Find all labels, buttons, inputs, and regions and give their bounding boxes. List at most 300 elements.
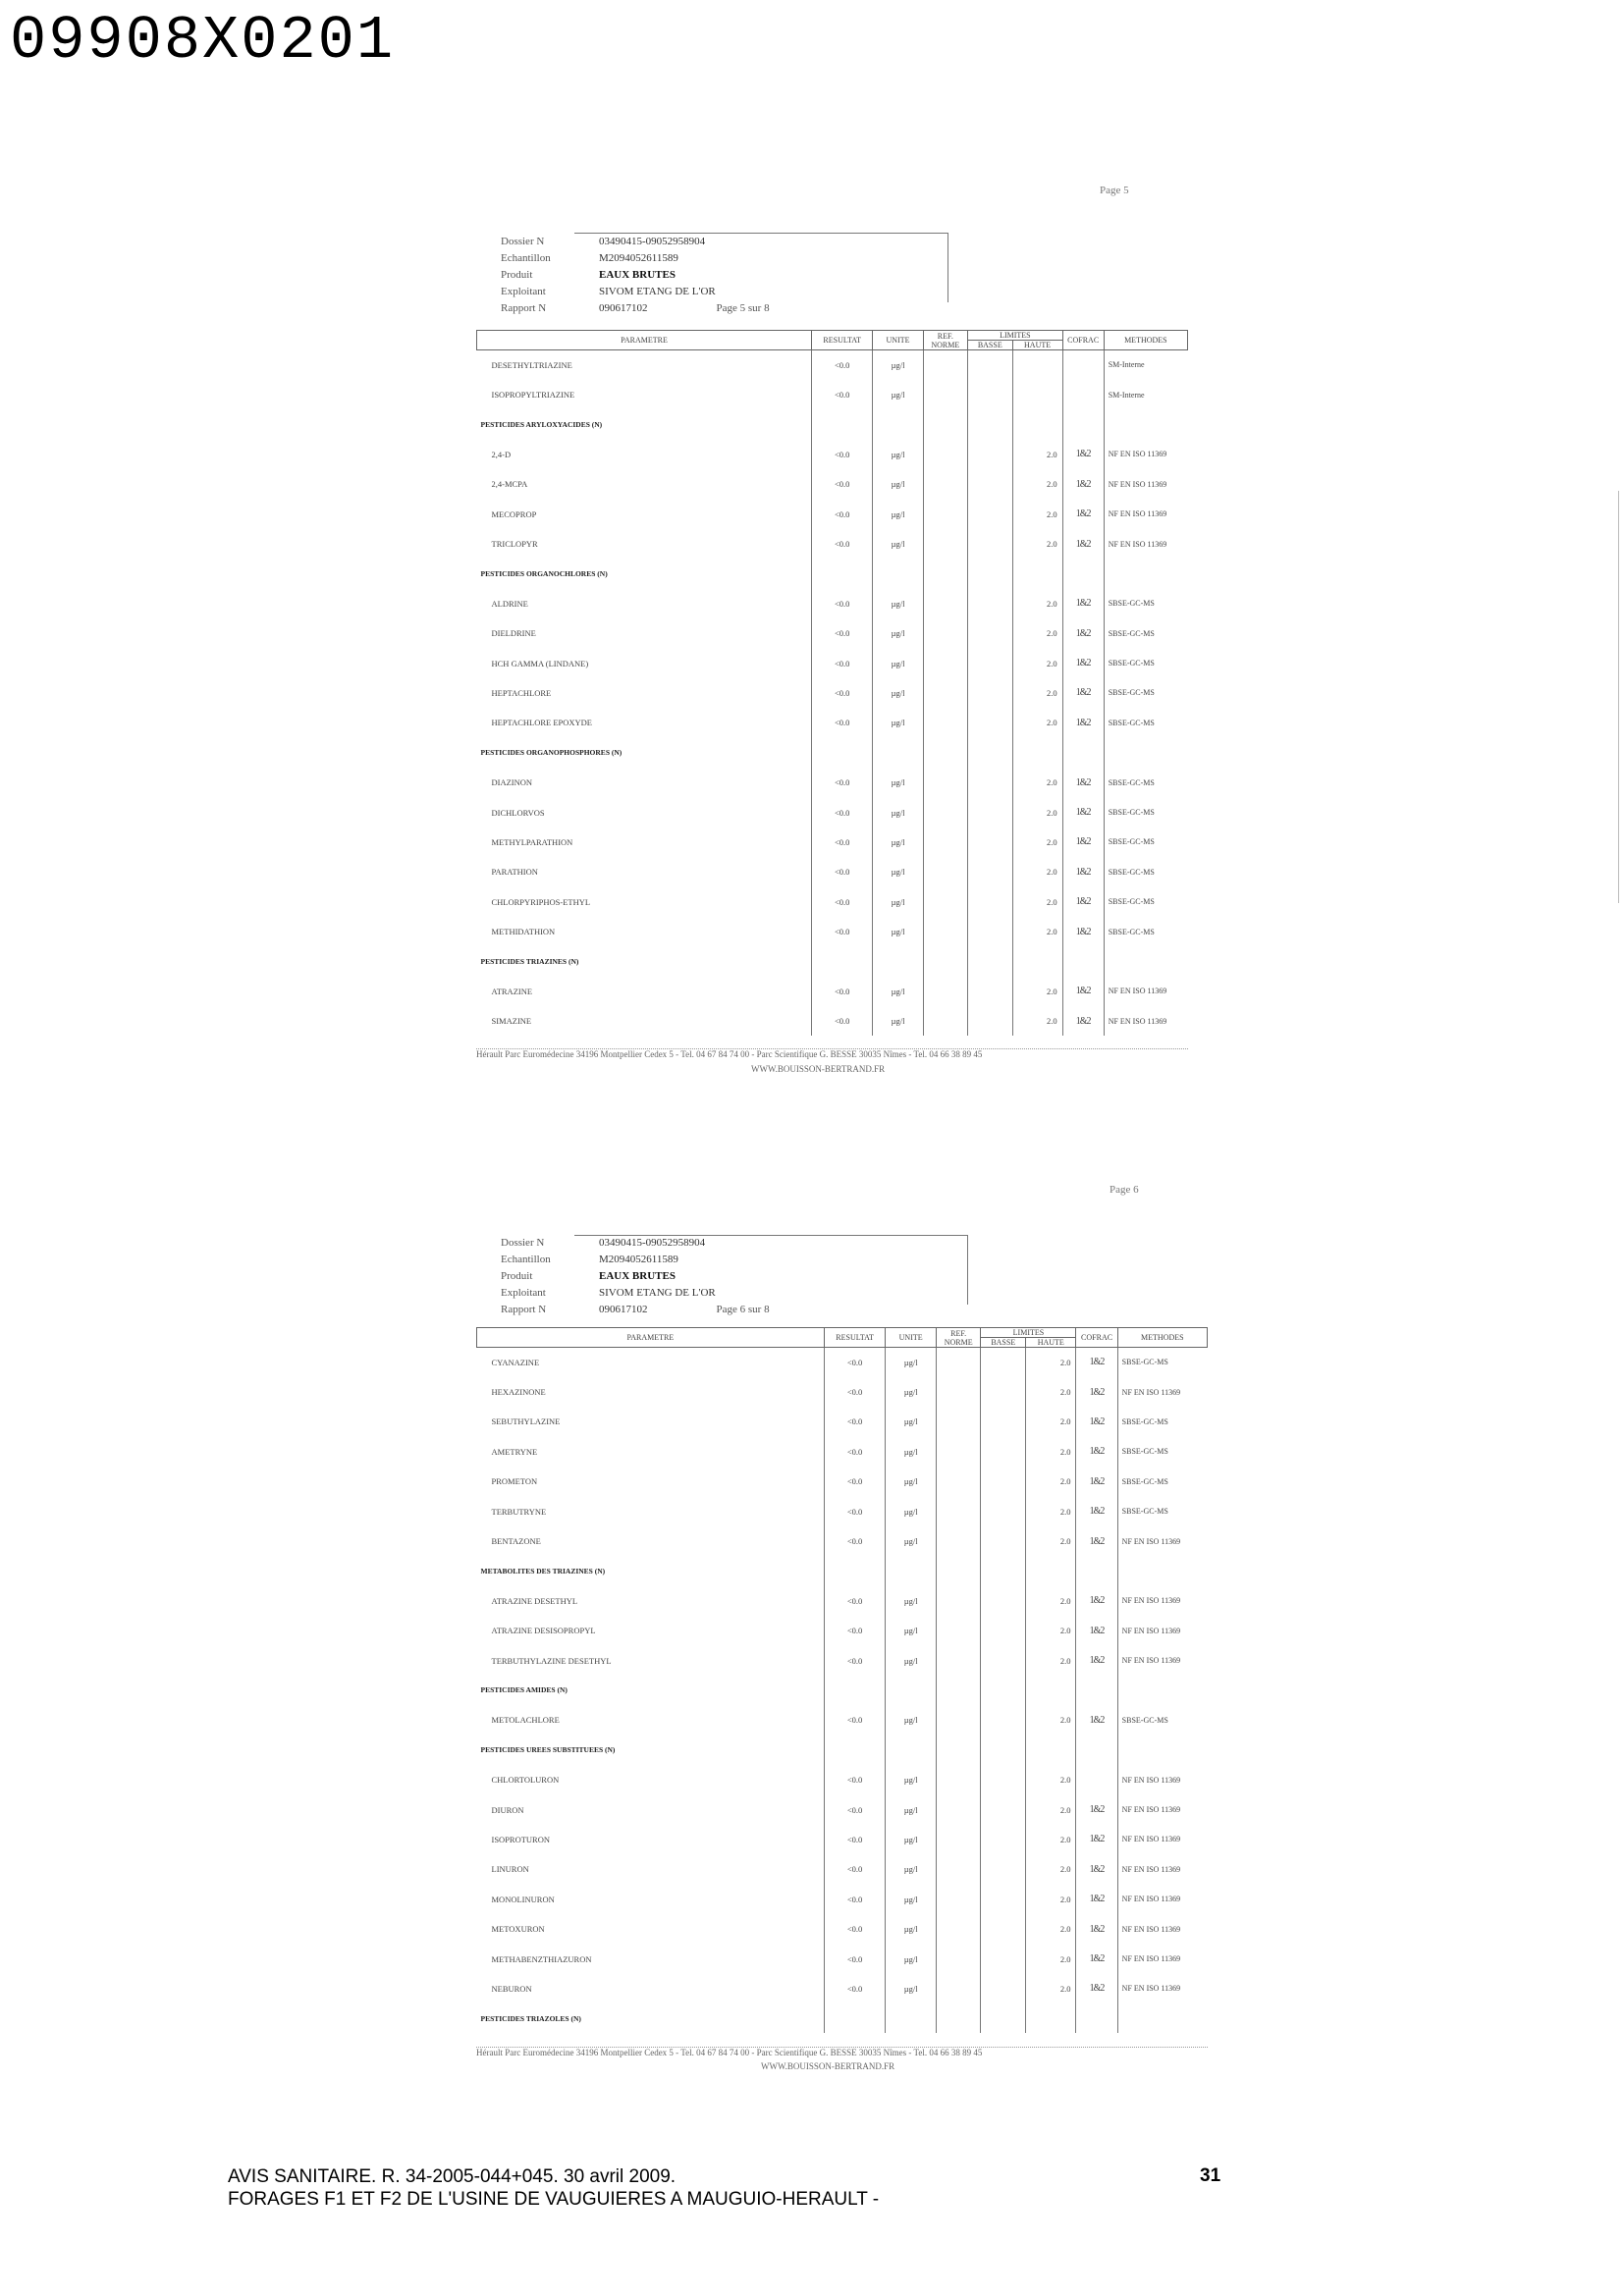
cofrac-cell: 1&2 xyxy=(1062,618,1104,648)
section-row xyxy=(477,738,1188,768)
table-row xyxy=(477,1765,1208,1794)
method-cell: NF EN ISO 11369 xyxy=(1117,1974,1207,2003)
limit-low-cell xyxy=(968,857,1012,886)
method-cell: NF EN ISO 11369 xyxy=(1117,1944,1207,1973)
ref-norme-cell xyxy=(936,1586,981,1616)
ref-norme-cell xyxy=(923,469,967,499)
empty-cell xyxy=(1062,946,1104,976)
cofrac-cell: 1&2 xyxy=(1062,797,1104,827)
result-cell: <0.0 xyxy=(824,1526,886,1556)
limit-low-cell xyxy=(981,1437,1026,1467)
limit-low-cell xyxy=(981,1854,1026,1884)
document-id: 09908X0201 xyxy=(10,6,396,76)
method-cell: SBSE-GC-MS xyxy=(1117,1705,1207,1735)
cofrac-cell: 1&2 xyxy=(1062,768,1104,797)
result-cell: <0.0 xyxy=(811,797,873,827)
column-header-unite: UNITE xyxy=(873,331,923,350)
limit-low-cell xyxy=(981,1825,1026,1854)
unit-cell: µg/l xyxy=(873,1006,923,1036)
cofrac-cell: 1&2 xyxy=(1062,977,1104,1006)
result-cell: <0.0 xyxy=(824,1765,886,1794)
column-header-resultat: RESULTAT xyxy=(811,331,873,350)
ref-norme-cell xyxy=(923,440,967,469)
empty-cell xyxy=(873,559,923,588)
unit-cell: µg/l xyxy=(886,1496,936,1525)
cofrac-cell: 1&2 xyxy=(1076,1348,1117,1377)
cofrac-cell: 1&2 xyxy=(1076,1496,1117,1525)
header-value: EAUX BRUTES xyxy=(599,269,676,281)
column-header-parametre: PARAMETRE xyxy=(477,1328,825,1348)
ref-norme-cell xyxy=(923,977,967,1006)
limit-high-cell: 2.0 xyxy=(1026,1765,1076,1794)
empty-cell xyxy=(811,946,873,976)
limit-high-cell: 2.0 xyxy=(1012,589,1062,618)
page-number: 31 xyxy=(1200,2165,1221,2186)
method-cell: SBSE-GC-MS xyxy=(1104,887,1187,917)
unit-cell: µg/l xyxy=(873,380,923,409)
header-value: 03490415-09052958904 xyxy=(599,236,706,247)
result-cell: <0.0 xyxy=(824,1437,886,1467)
limit-low-cell xyxy=(968,768,1012,797)
table-row xyxy=(477,1348,1208,1377)
table-row xyxy=(477,708,1188,737)
empty-cell xyxy=(936,1676,981,1705)
empty-cell xyxy=(1012,738,1062,768)
result-cell: <0.0 xyxy=(811,1006,873,1036)
table-row xyxy=(477,1616,1208,1645)
table-row xyxy=(477,440,1188,469)
result-cell: <0.0 xyxy=(811,977,873,1006)
result-cell: <0.0 xyxy=(824,1854,886,1884)
parameter-cell: SIMAZINE xyxy=(491,1016,532,1027)
header-label: Exploitant xyxy=(501,1287,546,1299)
cofrac-cell: 1&2 xyxy=(1076,1854,1117,1884)
empty-cell xyxy=(886,2003,936,2033)
limit-high-cell: 2.0 xyxy=(1026,1825,1076,1854)
method-cell: SBSE-GC-MS xyxy=(1104,857,1187,886)
limit-high-cell: 2.0 xyxy=(1012,797,1062,827)
empty-cell xyxy=(936,1556,981,1585)
cofrac-cell: 1&2 xyxy=(1062,887,1104,917)
limit-low-cell xyxy=(968,1006,1012,1036)
page-of: Page 5 sur 8 xyxy=(716,302,770,314)
unit-cell: µg/l xyxy=(873,977,923,1006)
limit-high-cell: 2.0 xyxy=(1012,708,1062,737)
parameter-cell: HEXAZINONE xyxy=(491,1387,546,1398)
header-row xyxy=(501,1302,770,1318)
empty-cell xyxy=(1076,1676,1117,1705)
parameter-cell: MONOLINURON xyxy=(491,1894,555,1904)
section-row xyxy=(477,409,1188,439)
column-header-cofrac: COFRAC xyxy=(1062,331,1104,350)
header-row xyxy=(501,267,770,284)
method-cell: NF EN ISO 11369 xyxy=(1104,469,1187,499)
unit-cell: µg/l xyxy=(873,529,923,559)
result-cell: <0.0 xyxy=(824,1467,886,1496)
scan-edge-line xyxy=(1618,491,1619,903)
parameter-cell: BENTAZONE xyxy=(491,1536,541,1547)
empty-cell xyxy=(923,559,967,588)
unit-cell: µg/l xyxy=(873,499,923,528)
parameter-cell: DIURON xyxy=(491,1804,524,1815)
limit-high-cell: 2.0 xyxy=(1012,440,1062,469)
table-row xyxy=(477,618,1188,648)
caption-line-2: FORAGES F1 ET F2 DE L'USINE DE VAUGUIERES A MAUGUIO-HERAULT - xyxy=(228,2189,880,2210)
empty-cell xyxy=(936,2003,981,2033)
parameter-cell: PARATHION xyxy=(491,867,538,878)
column-header-limites: LIMITES xyxy=(968,331,1063,341)
unit-cell: µg/l xyxy=(886,1407,936,1436)
table-row xyxy=(477,1645,1208,1675)
empty-cell xyxy=(886,1735,936,1765)
ref-norme-cell xyxy=(923,678,967,708)
limit-low-cell xyxy=(968,380,1012,409)
table-row xyxy=(477,1526,1208,1556)
unit-cell: µg/l xyxy=(886,1437,936,1467)
parameter-cell: LINURON xyxy=(491,1864,529,1875)
result-cell: <0.0 xyxy=(811,857,873,886)
limit-low-cell xyxy=(981,1616,1026,1645)
cofrac-cell: 1&2 xyxy=(1062,708,1104,737)
table-row xyxy=(477,1914,1208,1944)
limit-low-cell xyxy=(981,1348,1026,1377)
table-row xyxy=(477,1496,1208,1525)
parameter-cell: PESTICIDES ORGANOCHLORES (N) xyxy=(480,568,608,578)
empty-cell xyxy=(1117,1676,1207,1705)
cofrac-cell: 1&2 xyxy=(1076,1825,1117,1854)
unit-cell: µg/l xyxy=(873,589,923,618)
limit-high-cell: 2.0 xyxy=(1012,977,1062,1006)
empty-cell xyxy=(981,1735,1026,1765)
limit-high-cell: 2.0 xyxy=(1012,499,1062,528)
table-row xyxy=(477,977,1188,1006)
cofrac-cell: 1&2 xyxy=(1076,1437,1117,1467)
ref-norme-cell xyxy=(923,828,967,857)
method-cell: SBSE-GC-MS xyxy=(1104,589,1187,618)
header-value: M2094052611589 xyxy=(599,252,678,264)
cofrac-cell: 1&2 xyxy=(1062,529,1104,559)
result-cell: <0.0 xyxy=(824,1794,886,1824)
lab-website: WWW.BOUISSON-BERTRAND.FR xyxy=(751,1064,886,1074)
table-row xyxy=(477,1407,1208,1436)
limit-high-cell xyxy=(1012,380,1062,409)
unit-cell: µg/l xyxy=(886,1914,936,1944)
empty-cell xyxy=(1026,2003,1076,2033)
method-cell: NF EN ISO 11369 xyxy=(1104,1006,1187,1036)
table-row xyxy=(477,1467,1208,1496)
cofrac-cell: 1&2 xyxy=(1076,1467,1117,1496)
ref-norme-cell xyxy=(936,1437,981,1467)
ref-norme-cell xyxy=(923,350,967,380)
ref-norme-cell xyxy=(936,1825,981,1854)
parameter-cell: HEPTACHLORE xyxy=(491,687,552,698)
method-cell: NF EN ISO 11369 xyxy=(1117,1885,1207,1914)
result-cell: <0.0 xyxy=(824,1974,886,2003)
result-cell: <0.0 xyxy=(811,440,873,469)
unit-cell: µg/l xyxy=(886,1586,936,1616)
method-cell: NF EN ISO 11369 xyxy=(1117,1765,1207,1794)
table-row xyxy=(477,1705,1208,1735)
ref-norme-cell xyxy=(936,1914,981,1944)
limit-high-cell: 2.0 xyxy=(1012,828,1062,857)
parameter-cell: PESTICIDES ORGANOPHOSPHORES (N) xyxy=(480,748,623,758)
table-row xyxy=(477,1006,1188,1036)
empty-cell xyxy=(968,946,1012,976)
parameter-cell: 2,4-D xyxy=(491,449,512,459)
limit-high-cell: 2.0 xyxy=(1012,618,1062,648)
limit-high-cell: 2.0 xyxy=(1026,1705,1076,1735)
result-cell: <0.0 xyxy=(811,887,873,917)
header-value: SIVOM ETANG DE L'OR xyxy=(599,286,716,297)
limit-high-cell: 2.0 xyxy=(1012,917,1062,946)
table-row xyxy=(477,529,1188,559)
result-cell: <0.0 xyxy=(811,618,873,648)
empty-cell xyxy=(981,2003,1026,2033)
ref-norme-cell xyxy=(936,1765,981,1794)
parameter-cell: DIELDRINE xyxy=(491,628,536,639)
result-cell: <0.0 xyxy=(824,1407,886,1436)
column-header-haute: HAUTE xyxy=(1026,1338,1076,1348)
limit-low-cell xyxy=(968,828,1012,857)
empty-cell xyxy=(1104,409,1187,439)
header-label: Produit xyxy=(501,1270,533,1282)
column-header-resultat: RESULTAT xyxy=(824,1328,886,1348)
header-value: SIVOM ETANG DE L'OR xyxy=(599,1287,716,1299)
table-row xyxy=(477,1944,1208,1973)
result-cell: <0.0 xyxy=(811,380,873,409)
parameter-cell: ATRAZINE DESETHYL xyxy=(491,1595,578,1606)
parameter-cell: PROMETON xyxy=(491,1476,538,1487)
cofrac-cell: 1&2 xyxy=(1076,1794,1117,1824)
parameter-cell: METOXURON xyxy=(491,1924,545,1935)
method-cell: SBSE-GC-MS xyxy=(1117,1407,1207,1436)
column-header-methodes: METHODES xyxy=(1104,331,1187,350)
ref-norme-cell xyxy=(923,380,967,409)
limit-high-cell: 2.0 xyxy=(1026,1885,1076,1914)
page-mark: Page 5 xyxy=(1100,185,1129,196)
ref-norme-cell xyxy=(936,1407,981,1436)
header-label: Dossier N xyxy=(501,236,545,247)
limit-high-cell: 2.0 xyxy=(1012,887,1062,917)
unit-cell: µg/l xyxy=(873,797,923,827)
table-row xyxy=(477,678,1188,708)
limit-high-cell: 2.0 xyxy=(1012,768,1062,797)
parameter-cell: MECOPROP xyxy=(491,508,537,519)
result-cell: <0.0 xyxy=(824,1377,886,1407)
header-label: Rapport N xyxy=(501,1304,547,1315)
ref-norme-cell xyxy=(923,797,967,827)
method-cell: SBSE-GC-MS xyxy=(1104,797,1187,827)
cofrac-cell: 1&2 xyxy=(1076,1914,1117,1944)
section-row xyxy=(477,2003,1208,2033)
empty-cell xyxy=(968,409,1012,439)
empty-cell xyxy=(1104,946,1187,976)
lab-footer: Hérault Parc Euromédecine 34196 Montpellier Cedex 5 - Tel. 04 67 84 74 00 - Parc Scientifique G. BESSE 30035 Nîmes - Tel. 04 66 38 89 45 xyxy=(476,2047,1208,2057)
cofrac-cell: 1&2 xyxy=(1062,589,1104,618)
empty-cell xyxy=(824,1676,886,1705)
results-table xyxy=(476,1327,1208,2033)
parameter-cell: PESTICIDES AMIDES (N) xyxy=(480,1685,568,1695)
unit-cell: µg/l xyxy=(886,1377,936,1407)
result-cell: <0.0 xyxy=(811,499,873,528)
empty-cell xyxy=(1062,559,1104,588)
cofrac-cell: 1&2 xyxy=(1062,917,1104,946)
ref-norme-cell xyxy=(936,1794,981,1824)
limit-low-cell xyxy=(981,1944,1026,1973)
cofrac-cell: 1&2 xyxy=(1062,857,1104,886)
method-cell: SBSE-GC-MS xyxy=(1104,618,1187,648)
ref-norme-cell xyxy=(936,1616,981,1645)
fax-page-1 xyxy=(476,177,1208,1099)
method-cell: NF EN ISO 11369 xyxy=(1117,1645,1207,1675)
limit-high-cell: 2.0 xyxy=(1026,1944,1076,1973)
header-row xyxy=(501,1268,770,1285)
result-cell: <0.0 xyxy=(824,1914,886,1944)
cofrac-cell: 1&2 xyxy=(1062,648,1104,677)
method-cell: NF EN ISO 11369 xyxy=(1117,1526,1207,1556)
cofrac-cell: 1&2 xyxy=(1076,1944,1117,1973)
limit-low-cell xyxy=(968,529,1012,559)
method-cell: SM-Interne xyxy=(1104,380,1187,409)
header-label: Echantillon xyxy=(501,252,551,264)
empty-cell xyxy=(1012,946,1062,976)
parameter-cell: TERBUTHYLAZINE DESETHYL xyxy=(491,1655,612,1666)
method-cell: SBSE-GC-MS xyxy=(1117,1467,1207,1496)
unit-cell: µg/l xyxy=(886,1467,936,1496)
table-row xyxy=(477,857,1188,886)
unit-cell: µg/l xyxy=(886,1794,936,1824)
parameter-cell: PESTICIDES TRIAZOLES (N) xyxy=(480,2013,581,2023)
parameter-cell: METHABENZTHIAZURON xyxy=(491,1953,592,1964)
header-label: Dossier N xyxy=(501,1237,545,1249)
limit-high-cell: 2.0 xyxy=(1012,529,1062,559)
header-label: Exploitant xyxy=(501,286,546,297)
results-table xyxy=(476,330,1188,1036)
table-row xyxy=(477,1586,1208,1616)
limit-high-cell: 2.0 xyxy=(1026,1377,1076,1407)
limit-low-cell xyxy=(981,1765,1026,1794)
header-label: Produit xyxy=(501,269,533,281)
ref-norme-cell xyxy=(936,1974,981,2003)
limit-low-cell xyxy=(981,1467,1026,1496)
empty-cell xyxy=(1076,2003,1117,2033)
limit-low-cell xyxy=(981,1377,1026,1407)
result-cell: <0.0 xyxy=(824,1645,886,1675)
method-cell: SBSE-GC-MS xyxy=(1117,1496,1207,1525)
method-cell: NF EN ISO 11369 xyxy=(1117,1825,1207,1854)
table-row xyxy=(477,1794,1208,1824)
header-value: EAUX BRUTES xyxy=(599,1270,676,1282)
report-header xyxy=(501,234,770,317)
empty-cell xyxy=(1076,1735,1117,1765)
limit-low-cell xyxy=(981,1407,1026,1436)
limit-low-cell xyxy=(981,1794,1026,1824)
result-cell: <0.0 xyxy=(824,1616,886,1645)
ref-norme-cell xyxy=(923,857,967,886)
cofrac-cell: 1&2 xyxy=(1076,1407,1117,1436)
parameter-cell: CHLORPYRIPHOS-ETHYL xyxy=(491,896,591,907)
limit-high-cell: 2.0 xyxy=(1026,1348,1076,1377)
table-row xyxy=(477,350,1188,380)
result-cell: <0.0 xyxy=(824,1705,886,1735)
limit-low-cell xyxy=(981,1974,1026,2003)
result-cell: <0.0 xyxy=(811,469,873,499)
result-cell: <0.0 xyxy=(824,1586,886,1616)
empty-cell xyxy=(811,559,873,588)
empty-cell xyxy=(1026,1735,1076,1765)
ref-norme-cell xyxy=(936,1854,981,1884)
parameter-cell: 2,4-MCPA xyxy=(491,479,528,490)
table-row xyxy=(477,768,1188,797)
limit-high-cell: 2.0 xyxy=(1012,857,1062,886)
page-mark: Page 6 xyxy=(1110,1184,1139,1196)
cofrac-cell: 1&2 xyxy=(1076,1645,1117,1675)
table-row xyxy=(477,499,1188,528)
method-cell: NF EN ISO 11369 xyxy=(1117,1854,1207,1884)
table-row xyxy=(477,1825,1208,1854)
empty-cell xyxy=(1062,409,1104,439)
ref-norme-cell xyxy=(936,1645,981,1675)
unit-cell: µg/l xyxy=(873,618,923,648)
limit-low-cell xyxy=(968,917,1012,946)
unit-cell: µg/l xyxy=(873,648,923,677)
unit-cell: µg/l xyxy=(873,887,923,917)
empty-cell xyxy=(811,738,873,768)
parameter-cell: TERBUTRYNE xyxy=(491,1506,547,1517)
empty-cell xyxy=(923,946,967,976)
ref-norme-cell xyxy=(923,618,967,648)
ref-norme-cell xyxy=(923,768,967,797)
empty-cell xyxy=(1117,2003,1207,2033)
limit-low-cell xyxy=(968,977,1012,1006)
ref-norme-cell xyxy=(936,1944,981,1973)
cofrac-cell: 1&2 xyxy=(1062,499,1104,528)
column-header-methodes: METHODES xyxy=(1117,1328,1207,1348)
table-row xyxy=(477,1854,1208,1884)
unit-cell: µg/l xyxy=(873,768,923,797)
limit-low-cell xyxy=(968,350,1012,380)
method-cell: SBSE-GC-MS xyxy=(1104,828,1187,857)
result-cell: <0.0 xyxy=(824,1944,886,1973)
header-value: M2094052611589 xyxy=(599,1254,678,1265)
empty-cell xyxy=(824,1735,886,1765)
result-cell: <0.0 xyxy=(824,1496,886,1525)
limit-high-cell: 2.0 xyxy=(1026,1496,1076,1525)
column-header-haute: HAUTE xyxy=(1012,341,1062,350)
header-row xyxy=(501,1235,770,1252)
ref-norme-cell xyxy=(923,1006,967,1036)
header-label: Echantillon xyxy=(501,1254,551,1265)
limit-low-cell xyxy=(968,469,1012,499)
ref-norme-cell xyxy=(936,1885,981,1914)
ref-norme-cell xyxy=(936,1377,981,1407)
limit-high-cell: 2.0 xyxy=(1026,1526,1076,1556)
result-cell: <0.0 xyxy=(811,589,873,618)
header-row xyxy=(501,234,770,250)
header-value: 090617102 xyxy=(599,1304,648,1315)
parameter-cell: ATRAZINE DESISOPROPYL xyxy=(491,1626,596,1636)
section-row xyxy=(477,559,1188,588)
parameter-cell: NEBURON xyxy=(491,1983,532,1994)
parameter-cell: HCH GAMMA (LINDANE) xyxy=(491,658,589,668)
limit-high-cell xyxy=(1012,350,1062,380)
empty-cell xyxy=(1062,738,1104,768)
unit-cell: µg/l xyxy=(886,1885,936,1914)
limit-low-cell xyxy=(981,1705,1026,1735)
parameter-cell: AMETRYNE xyxy=(491,1446,538,1457)
report-header xyxy=(501,1235,770,1318)
table-row xyxy=(477,648,1188,677)
